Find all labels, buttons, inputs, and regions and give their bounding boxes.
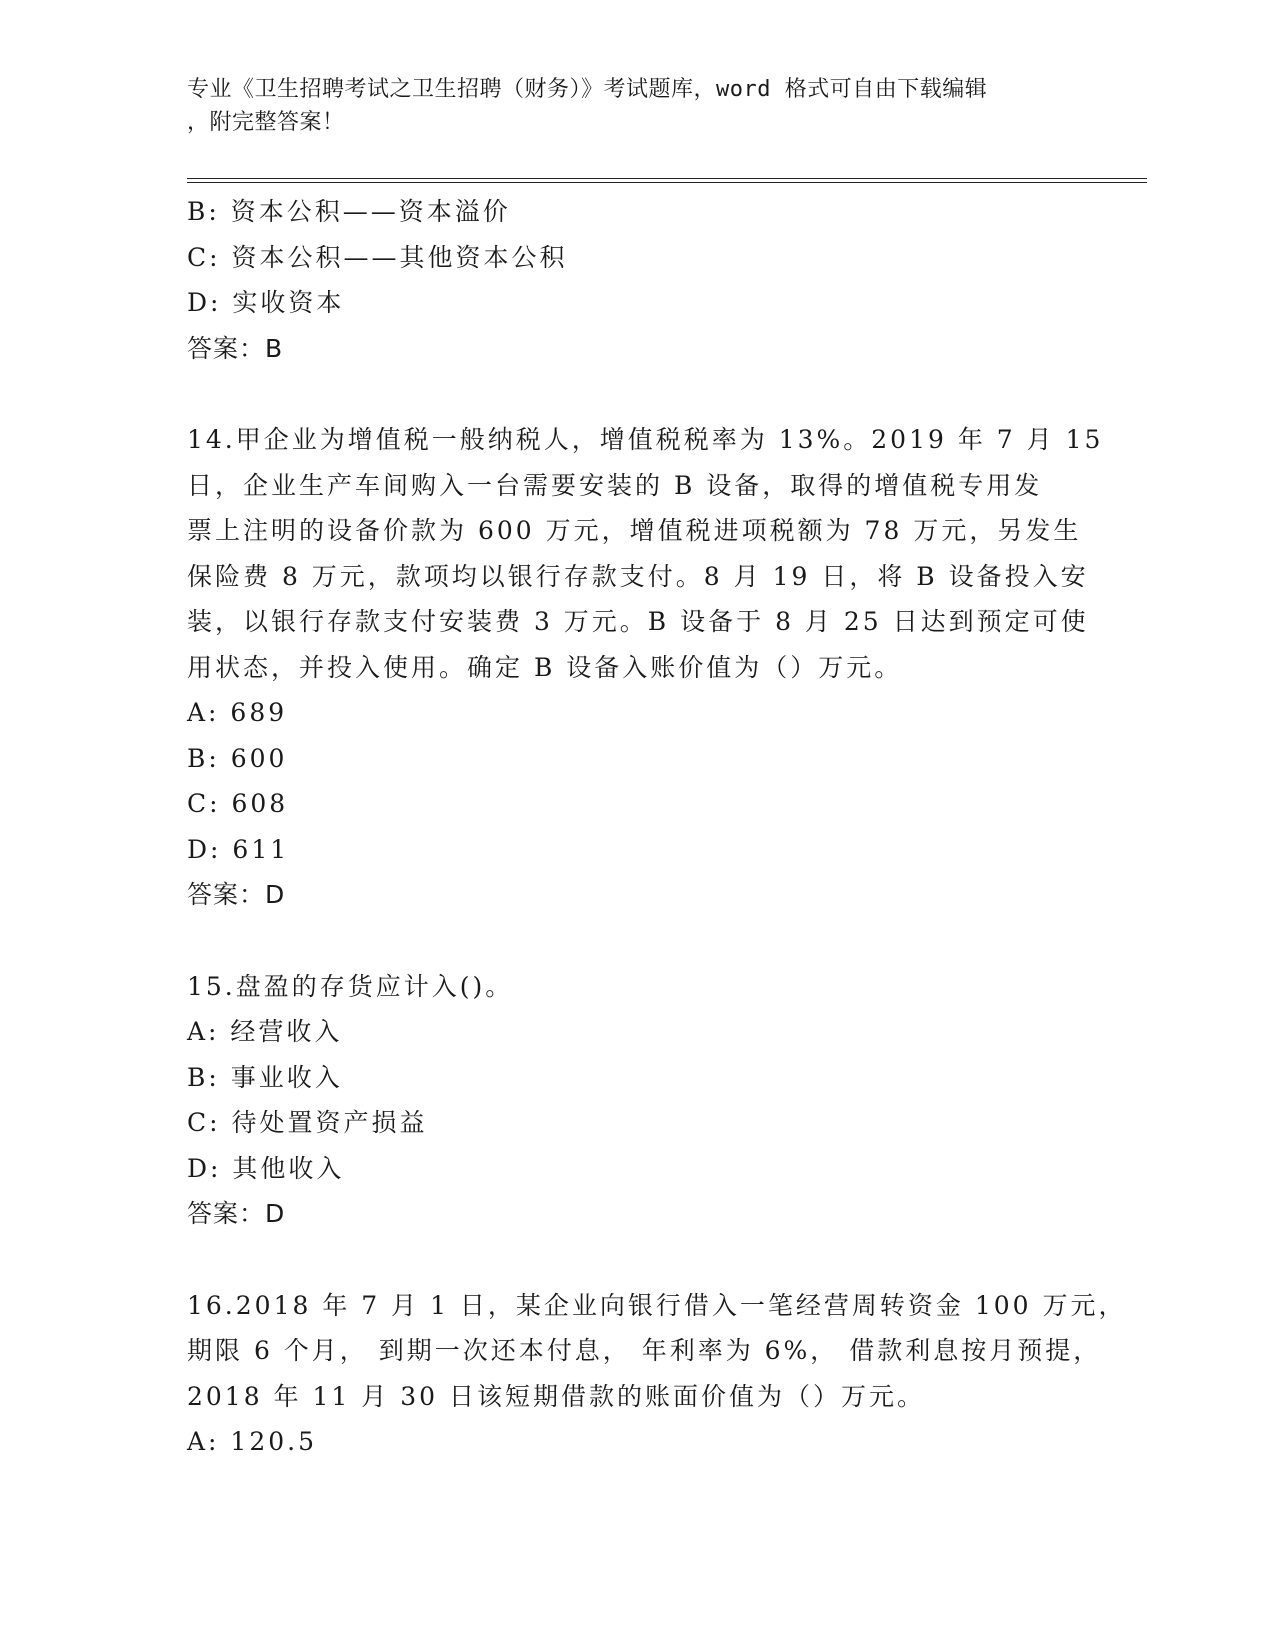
header-rule-top bbox=[187, 178, 1147, 179]
q16-option-a: A: 120.5 bbox=[187, 1427, 317, 1456]
q14-option-a: A: 689 bbox=[187, 698, 288, 727]
q15-option-a: A: 经营收入 bbox=[187, 1017, 343, 1046]
q14-stem-line: 14.甲企业为增值税一般纳税人，增值税税率为 13%。2019 年 7 月 15 bbox=[187, 425, 1104, 454]
question-16 bbox=[187, 1283, 1127, 1465]
q16-stem-line: 期限 6 个月， 到期一次还本付息， 年利率为 6%， 借款利息按月预提， bbox=[187, 1336, 1102, 1365]
q15-option-c: C: 待处置资产损益 bbox=[187, 1108, 428, 1137]
q13-answer: 答案：B bbox=[187, 333, 284, 363]
document-header bbox=[187, 73, 1087, 139]
question-15 bbox=[187, 964, 1067, 1237]
q14-answer: 答案：D bbox=[187, 880, 286, 909]
spacer bbox=[187, 918, 1067, 964]
header-line-2: ，附完整答案！ bbox=[187, 110, 345, 135]
q15-option-d: D: 其他收入 bbox=[187, 1153, 345, 1183]
q16-stem-line: 16.2018 年 7 月 1 日，某企业向银行借入一笔经营周转资金 100 万元， bbox=[187, 1290, 1127, 1320]
q14-option-c: C: 608 bbox=[187, 789, 289, 818]
q16-stem-line: 2018 年 11 月 30 日该短期借款的账面价值为（）万元。 bbox=[187, 1381, 925, 1411]
q14-stem-line: 保险费 8 万元，款项均以银行存款支付。8 月 19 日，将 B 设备投入安 bbox=[187, 561, 1089, 591]
question-14 bbox=[187, 417, 1104, 918]
question-content bbox=[187, 189, 1127, 1465]
header-line-1: 专业《卫生招聘考试之卫生招聘（财务）》考试题库，word 格式可自由下载编辑 bbox=[187, 77, 988, 102]
question-13 bbox=[187, 189, 1067, 371]
q14-stem-line: 票上注明的设备价款为 600 万元，增值税进项税额为 78 万元，另发生 bbox=[187, 516, 1082, 545]
q14-option-d: D: 611 bbox=[187, 834, 290, 864]
q13-option-b: B: 资本公积——资本溢价 bbox=[187, 197, 511, 226]
spacer bbox=[187, 371, 1067, 417]
q14-stem-line: 用状态，并投入使用。确定 B 设备入账价值为（）万元。 bbox=[187, 652, 903, 682]
header-rule-bottom bbox=[187, 182, 1147, 183]
spacer bbox=[187, 1237, 1067, 1283]
q14-stem-line: 日，企业生产车间购入一台需要安装的 B 设备，取得的增值税专用发 bbox=[187, 470, 1043, 500]
q13-option-c: C: 资本公积——其他资本公积 bbox=[187, 242, 568, 272]
q15-option-b: B: 事业收入 bbox=[187, 1062, 343, 1092]
q14-stem-line: 装，以银行存款支付安装费 3 万元。B 设备于 8 月 25 日达到预定可使 bbox=[187, 607, 1089, 636]
q15-answer: 答案：D bbox=[187, 1199, 286, 1228]
q13-option-d: D: 实收资本 bbox=[187, 288, 345, 317]
q15-stem: 15.盘盈的存货应计入()。 bbox=[187, 971, 514, 1001]
q14-option-b: B: 600 bbox=[187, 743, 288, 773]
